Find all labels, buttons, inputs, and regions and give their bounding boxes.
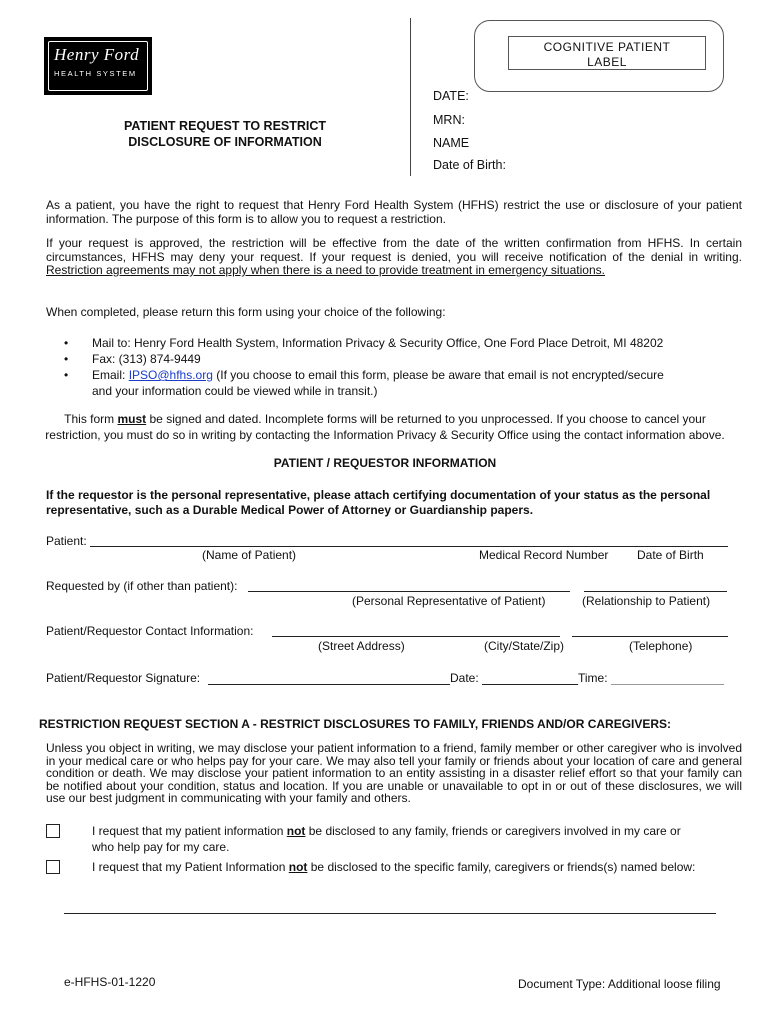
requestor-instruction: If the requestor is the personal representative, please attach certifying documentation of your status as the personal representative, such as a Durable Medical Power of Attorney or Guardianship papers.: [46, 488, 711, 517]
telephone-input-line[interactable]: [572, 636, 728, 637]
contact-label: Patient/Requestor Contact Information:: [46, 624, 254, 638]
mail-bullet: Mail to: Henry Ford Health System, Information Privacy & Security Office, One Ford Place Detroit, MI 48202: [92, 336, 664, 350]
address-input-line[interactable]: [272, 636, 560, 637]
form-code: e-HFHS-01-1220: [64, 975, 156, 989]
document-type: Document Type: Additional loose filing: [518, 977, 721, 991]
section-a-heading: RESTRICTION REQUEST SECTION A - RESTRICT DISCLOSURES TO FAMILY, FRIENDS AND/OR CAREGIVERS:: [39, 717, 672, 731]
opt-out-all-text: [92, 823, 712, 855]
signature-notice: [20, 411, 750, 443]
mrn-caption: Medical Record Number: [479, 548, 609, 562]
opt1-post: be disclosed to any family, friends or caregivers involved in my care or: [305, 824, 681, 838]
patient-label: [508, 36, 706, 70]
intro-p2-underlined: Restriction agreements may not apply when there is a need to provide treatment in emergency situations.: [46, 263, 605, 277]
email-rest: (If you choose to email this form, please be aware that email is not encrypted/secure: [212, 368, 664, 382]
requested-by-label: Requested by (if other than patient):: [46, 579, 238, 593]
named-persons-input-line[interactable]: [64, 913, 716, 914]
notice-post: be signed and dated. Incomplete forms will be returned to you unprocessed. If you choose to cancel your: [146, 412, 706, 426]
representative-caption: (Personal Representative of Patient): [352, 594, 546, 608]
opt2-pre: I request that my Patient Information: [92, 860, 289, 874]
name-caption: (Name of Patient): [202, 548, 297, 562]
email-prefix: Email:: [92, 368, 129, 382]
email-rest-2: and your information could be viewed while in transit.): [92, 384, 378, 398]
mrn-field-label: MRN:: [433, 113, 465, 127]
title-line2: DISCLOSURE OF INFORMATION: [128, 135, 322, 149]
header-divider: [410, 18, 411, 176]
dob-caption: Date of Birth: [637, 548, 704, 562]
bullet-dot: •: [64, 336, 69, 350]
logo-subtitle: HEALTH SYSTEM: [54, 69, 137, 78]
name-field-label: NAME: [433, 136, 470, 150]
return-intro: When completed, please return this form using your choice of the following:: [46, 305, 446, 319]
signature-label: Patient/Requestor Signature:: [46, 671, 201, 685]
notice-must: must: [117, 412, 147, 426]
label-line2: LABEL: [587, 55, 627, 69]
email-link[interactable]: IPSO@hfhs.org: [128, 368, 213, 382]
time-input-line[interactable]: [611, 684, 724, 685]
opt2-not: not: [288, 860, 308, 874]
label-line1: COGNITIVE PATIENT: [543, 40, 671, 54]
opt-out-all-checkbox[interactable]: [46, 824, 60, 838]
requestor-heading: PATIENT / REQUESTOR INFORMATION: [273, 456, 497, 470]
opt2-post: be disclosed to the specific family, caregivers or friends(s) named below:: [307, 860, 696, 874]
notice-pre: This form: [64, 412, 118, 426]
dob-field-label: Date of Birth:: [433, 158, 506, 172]
email-bullet: [92, 367, 712, 399]
fax-bullet: Fax: (313) 874-9449: [92, 352, 201, 366]
time-label: Time:: [578, 671, 608, 685]
notice-line2: restriction, you must do so in writing by contacting the Information Privacy & Security Office using the contact information above.: [45, 428, 725, 442]
representative-input-line[interactable]: [248, 591, 570, 592]
patient-label-text: Patient:: [46, 534, 87, 548]
date-label: Date:: [450, 671, 479, 685]
bullet-dot: •: [64, 352, 69, 366]
city-caption: (City/State/Zip): [484, 639, 565, 653]
opt1-line2: who help pay for my care.: [92, 840, 230, 854]
street-caption: (Street Address): [318, 639, 405, 653]
opt-out-specific-text: [92, 859, 742, 875]
date-field-label: DATE:: [433, 89, 469, 103]
bullet-dot: •: [64, 368, 69, 382]
opt-out-specific-checkbox[interactable]: [46, 860, 60, 874]
relationship-caption: (Relationship to Patient): [582, 594, 711, 608]
opt1-not: not: [286, 824, 306, 838]
relationship-input-line[interactable]: [584, 591, 727, 592]
opt1-pre: I request that my patient information: [92, 824, 287, 838]
section-a-body: Unless you object in writing, we may disclose your patient information to a friend, family member or other caregiver who is involved in your medical care or who helps pay for your care. We may also tell your family or friends about your location of care and general condition or death. We may disclose your patient information to an entity assisting in a disaster relief effort so that your family can be notified about your condition, status and location. If you are unable or unavailable to opt in or out of these disclosures, we will use our best judgment in communicating with your family and others.: [46, 741, 742, 805]
intro-p2-text: If your request is approved, the restriction will be effective from the date of the written confirmation from HFHS. In certain circumstances, HFHS may deny your request. If your request is denied, you will receive notification of the denial in writing.: [46, 236, 742, 264]
hfhs-logo: [44, 37, 152, 95]
signature-input-line[interactable]: [208, 684, 450, 685]
form-title: [100, 118, 350, 150]
patient-input-line[interactable]: [90, 546, 728, 547]
title-line1: PATIENT REQUEST TO RESTRICT: [123, 119, 327, 133]
intro-paragraph-2: [46, 237, 742, 278]
intro-paragraph-1: As a patient, you have the right to request that Henry Ford Health System (HFHS) restrict the use or disclosure of your patient information. The purpose of this form is to allow you to request a restriction.: [46, 198, 742, 226]
date-input-line[interactable]: [482, 684, 578, 685]
telephone-caption: (Telephone): [629, 639, 693, 653]
logo-script: Henry Ford: [54, 45, 140, 64]
